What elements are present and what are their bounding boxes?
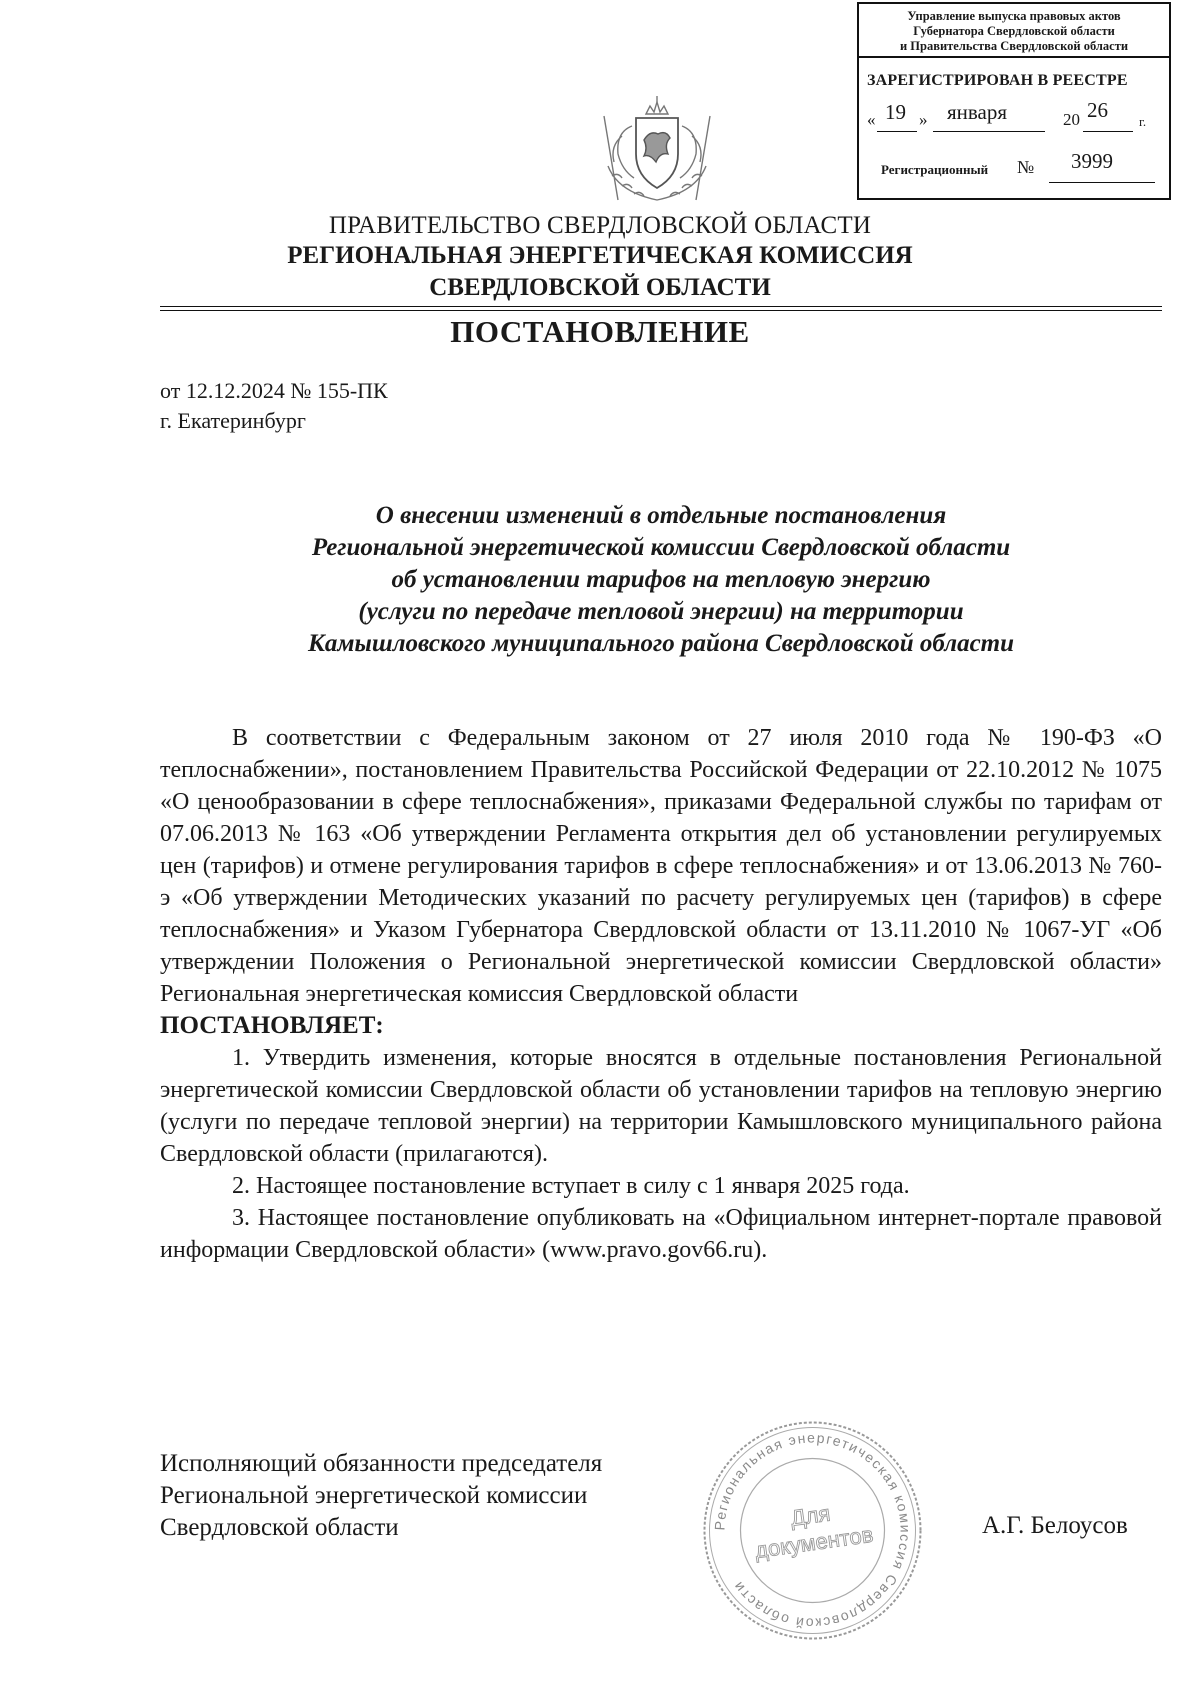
registration-number-label: Регистрационный xyxy=(881,162,989,177)
coat-of-arms-icon xyxy=(588,96,726,206)
official-seal xyxy=(700,1418,925,1643)
registration-title: ЗАРЕГИСТРИРОВАН В РЕЕСТРЕ xyxy=(867,72,1128,89)
registration-number-sign: № xyxy=(1017,157,1035,177)
document-type: ПОСТАНОВЛЕНИЕ xyxy=(450,314,750,349)
title-line: Региональной энергетической комиссии Свердловской области xyxy=(311,534,1011,561)
resolve-heading: ПОСТАНОВЛЯЕТ: xyxy=(160,1012,384,1039)
document-date-number: от 12.12.2024 № 155-ПК xyxy=(160,378,388,403)
quote-close: » xyxy=(919,110,928,129)
registration-date xyxy=(867,98,1165,134)
registration-header-line: Губернатора Свердловской области xyxy=(913,24,1115,38)
registration-day: 19 xyxy=(885,100,906,124)
registration-stamp-header xyxy=(859,4,1169,58)
signatory-position-line: Исполняющий обязанности председателя xyxy=(160,1450,603,1477)
government-name: ПРАВИТЕЛЬСТВО СВЕРДЛОВСКОЙ ОБЛАСТИ xyxy=(328,212,872,239)
resolution-item: 1. Утвердить изменения, которые вносятся в отдельные постановления Региональной энергетической комиссии Свердловской области об установлении тарифов на тепловую энергию (услуги по передаче тепловой энергии) на территории Камышловского муниципального района Свердловской области (прилагаются). xyxy=(160,1045,1162,1167)
document-city: г. Екатеринбург xyxy=(160,408,306,433)
preamble-paragraph: В соответствии с Федеральным законом от 27 июля 2010 года № 190-ФЗ «О теплоснабжении», постановлением Правительства Российской Федерации от 22.10.2012 № 1075 «О ценообразовании в сфере теплоснабжения», приказами Федеральной службы по тарифам от 07.06.2013 № 163 «Об утверждении Регламента открытия дел об установлении регулируемых цен (тарифов) и отмене регулирования тарифов в сфере теплоснабжения» и от 13.06.2013 № 760-э «Об утверждении Методических указаний по расчету регулируемых цен (тарифов) в сфере теплоснабжения» и Указом Губернатора Свердловской области от 13.11.2010 № 1067-УГ «Об утверждении Положения о Региональной энергетической комиссии Свердловской области» Региональная энергетическая комиссия Свердловской области xyxy=(160,725,1162,1007)
signatory-position-line: Свердловской области xyxy=(160,1514,399,1541)
header-divider xyxy=(160,310,1162,311)
title-line: об установлении тарифов на тепловую энергию xyxy=(391,566,931,593)
seal-ring-text: Региональная энергетическая комиссия Свердловской области xyxy=(711,1429,914,1632)
registration-month: января xyxy=(947,100,1008,124)
signatory-position-line: Региональной энергетической комиссии xyxy=(160,1482,588,1509)
registration-number: 3999 xyxy=(1071,149,1113,173)
registration-header-line: и Правительства Свердловской области xyxy=(899,39,1129,53)
region-name: СВЕРДЛОВСКОЙ ОБЛАСТИ xyxy=(429,274,771,301)
seal-center-line: Для xyxy=(789,1500,832,1531)
registration-stamp xyxy=(857,2,1171,200)
registration-year-suffix: 26 xyxy=(1087,98,1108,122)
signatory-position xyxy=(160,1448,602,1544)
document-title xyxy=(160,500,1162,660)
title-line: О внесении изменений в отдельные постановления xyxy=(375,502,947,529)
resolution-item: 3. Настоящее постановление опубликовать на «Официальном интернет-портале правовой информации Свердловской области» (www.pravo.gov66.ru). xyxy=(160,1205,1162,1263)
registration-year-prefix: 20 xyxy=(1063,110,1080,129)
seal-center-line: документов xyxy=(753,1521,875,1564)
registration-header-line: Управление выпуска правовых актов xyxy=(907,9,1121,23)
registration-year-unit: г. xyxy=(1139,114,1147,129)
header-divider xyxy=(160,306,1162,307)
resolution-item: 2. Настоящее постановление вступает в силу с 1 января 2025 года. xyxy=(232,1173,910,1199)
document-body xyxy=(160,722,1162,1266)
quote-open: « xyxy=(867,110,876,129)
title-line: Камышловского муниципального района Свердловской области xyxy=(307,630,1015,657)
signatory-name: А.Г. Белоусов xyxy=(982,1512,1128,1539)
commission-name: РЕГИОНАЛЬНАЯ ЭНЕРГЕТИЧЕСКАЯ КОМИССИЯ xyxy=(287,242,913,269)
title-line: (услуги по передаче тепловой энергии) на территории xyxy=(358,598,964,625)
